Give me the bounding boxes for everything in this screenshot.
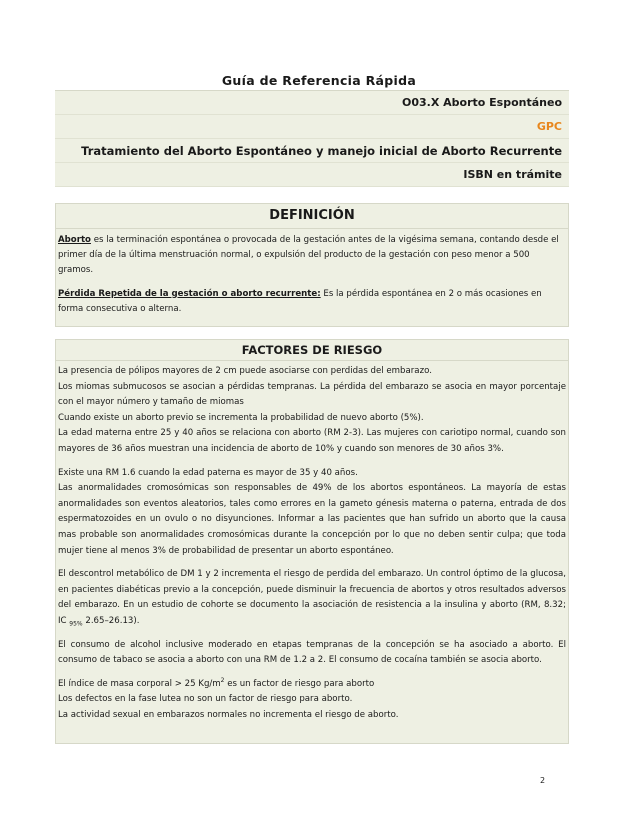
definition-section bbox=[55, 203, 569, 327]
document-code: O03.X Aborto Espontáneo bbox=[55, 91, 569, 115]
risk-line: Los defectos en la fase lutea no son un factor de riesgo para aborto. bbox=[58, 694, 353, 705]
risk-block-2 bbox=[58, 466, 566, 560]
definition-aborto bbox=[58, 233, 566, 279]
aborto-text: es la terminación espontánea o provocada de la gestación antes de la vigésima semana, contando desde el primer día de la última menstruación normal, o expulsión del producto de la gestación con peso menor a 500 gramos. bbox=[58, 235, 559, 276]
risk-text: El índice de masa corporal > 25 Kg/m bbox=[58, 678, 221, 689]
term-perdida: Pérdida Repetida de la gestación o aborto recurrente: bbox=[58, 288, 321, 299]
definition-perdida bbox=[58, 287, 566, 317]
risk-line: Las anormalidades cromosómicas son responsables de 49% de los abortos espontáneos. La mayoría de estas anormalidades son eventos aleatorios, tales como errores en la gameto génesis materna o paterna, entrada de dos espermatozoides en un ovulo o no disyunciones. Informar a las pacientes que han sufrido un aborto que la causa mas probable son anormalidades cromosómicas durante la concepción por lo que no deben sentir culpa; que toda mujer tiene al menos 3% de probabilidad de presentar un aborto espontáneo. bbox=[58, 483, 566, 556]
header-box bbox=[55, 90, 569, 187]
risk-text: El descontrol metabólico de DM 1 y 2 incrementa el riesgo de perdida del embarazo. Un control óptimo de la glucosa, en pacientes diabéticas previo a la concepción, puede disminuir la frecuencia de abortos y otros resultados adversos del embarazo. En un estudio de cohorte se documento la asociación de resistencia a la insulina y aborto (RM, 8.32; IC bbox=[58, 569, 566, 626]
risk-block-4 bbox=[58, 638, 566, 669]
risk-block-3 bbox=[58, 567, 566, 629]
ic-subscript: 95% bbox=[69, 620, 83, 628]
perdida-text: Es la pérdida espontánea en 2 o más ocasiones en forma consecutiva o alterna. bbox=[58, 288, 542, 314]
term-aborto: Aborto bbox=[58, 235, 91, 245]
definition-heading: DEFINICIÓN bbox=[56, 204, 568, 229]
risk-line bbox=[58, 677, 566, 693]
risk-line: Los miomas submucosos se asocian a pérdidas tempranas. La pérdida del embarazo se asocia en mayor porcentaje con el mayor número y tamaño de miomas bbox=[58, 381, 566, 408]
risk-block-5 bbox=[58, 677, 566, 724]
risk-text: 2.65–26.13). bbox=[82, 615, 140, 626]
risk-text: es un factor de riesgo para aborto bbox=[224, 678, 375, 689]
risk-factors-section bbox=[55, 339, 569, 744]
risk-line: El consumo de alcohol inclusive moderado en etapas tempranas de la concepción se ha asociado a aborto. El consumo de tabaco se asocia a aborto con una RM de 1.2 a 2. El consumo de cocaína también se asocia aborto. bbox=[58, 639, 566, 666]
isbn-label: ISBN en trámite bbox=[55, 163, 569, 187]
risk-factors-body bbox=[56, 361, 568, 723]
risk-line: La actividad sexual en embarazos normales no incrementa el riesgo de aborto. bbox=[58, 709, 399, 720]
page-title: Guía de Referencia Rápida bbox=[221, 73, 417, 88]
page-number: 2 bbox=[540, 776, 546, 785]
risk-line: La edad materna entre 25 y 40 años se relaciona con aborto (RM 2-3). Las mujeres con cariotipo normal, cuando son mayores de 36 años muestran una incidencia de aborto de 10% y cuando son menores de 30 años 3%. bbox=[58, 428, 566, 454]
superscript-2: 2 bbox=[220, 676, 225, 684]
definition-body bbox=[56, 229, 568, 317]
document-subtitle: Tratamiento del Aborto Espontáneo y manejo inicial de Aborto Recurrente bbox=[55, 139, 569, 163]
risk-line: Cuando existe un aborto previo se incrementa la probabilidad de nuevo aborto (5%). bbox=[58, 412, 424, 423]
risk-factors-heading: FACTORES DE RIESGO bbox=[56, 340, 568, 361]
risk-block-1 bbox=[58, 364, 566, 458]
risk-line: Existe una RM 1.6 cuando la edad paterna es mayor de 35 y 40 años. bbox=[58, 467, 358, 478]
gpc-label: GPC bbox=[55, 115, 569, 139]
risk-line bbox=[58, 567, 566, 629]
risk-line: La presencia de pólipos mayores de 2 cm puede asociarse con perdidas del embarazo. bbox=[58, 366, 432, 376]
